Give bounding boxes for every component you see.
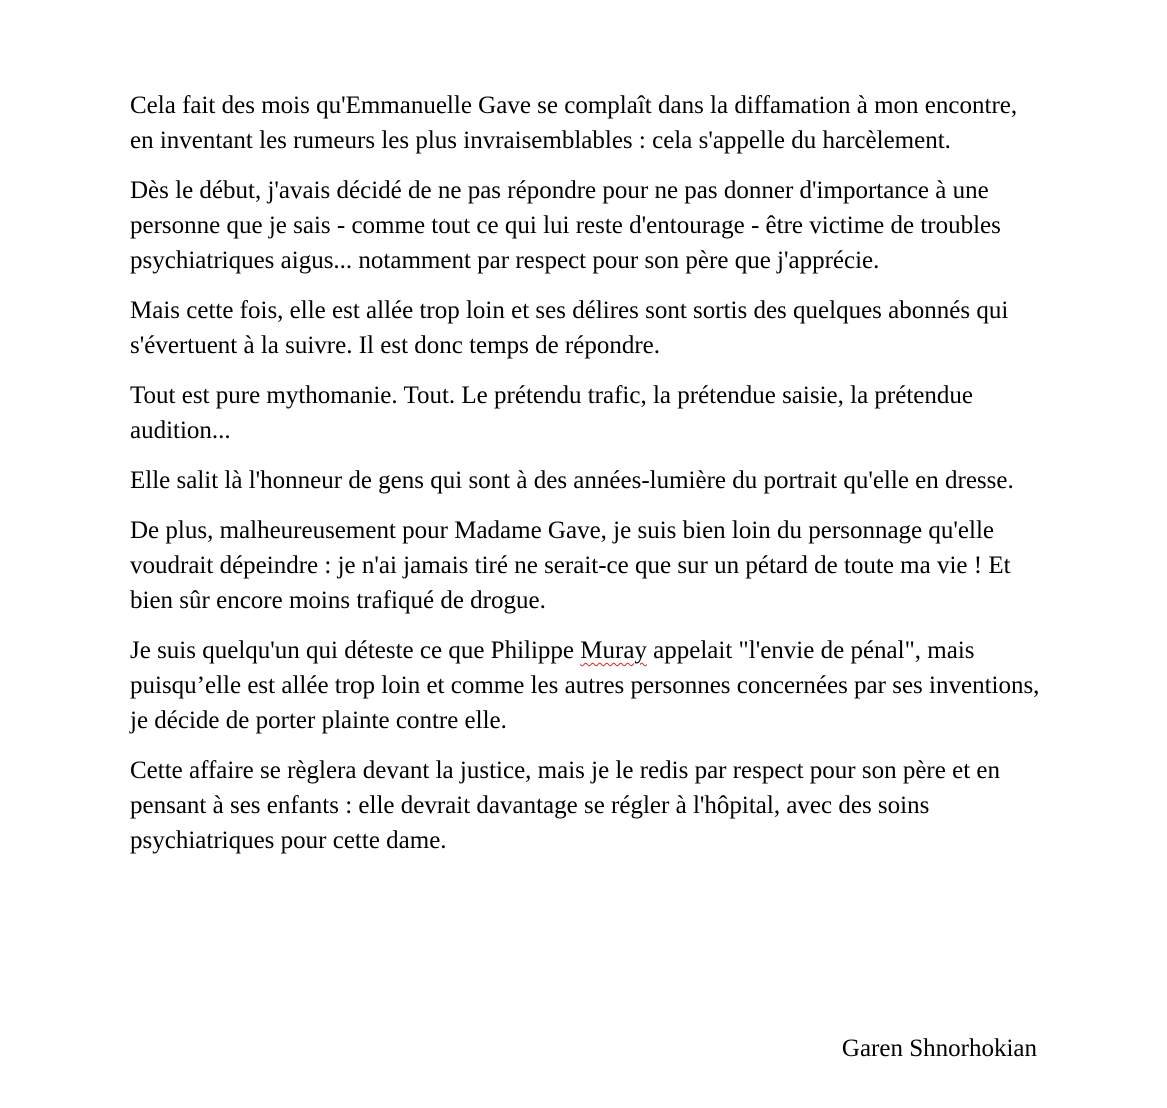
spellcheck-flagged-word[interactable]: Muray (580, 637, 647, 664)
paragraph-4: Tout est pure mythomanie. Tout. Le prétendu trafic, la prétendue saisie, la prétendue audition... (130, 382, 973, 444)
paragraph-2: Dès le début, j'avais décidé de ne pas répondre pour ne pas donner d'importance à une personne que je sais - comme tout ce qui lui reste d'entourage - être victime de troubles psychiatriques aigus... notamment par respect pour son père que j'apprécie. (130, 177, 1001, 274)
paragraph-5: Elle salit là l'honneur de gens qui sont à des années-lumière du portrait qu'elle en dresse. (130, 467, 1014, 494)
paragraph-7 (130, 633, 1040, 738)
paragraph-8: Cette affaire se règlera devant la justice, mais je le redis par respect pour son père et en pensant à ses enfants : elle devrait davantage se régler à l'hôpital, avec des soins psychiatriques pour cette dame. (130, 757, 1000, 854)
paragraph-7-end: appelait "l'envie de pénal", mais puisqu’elle est allée trop loin et comme les autres personnes concernées par ses inventions, je décide de porter plainte contre elle. (130, 637, 1040, 734)
document-body (130, 88, 1040, 873)
signature: Garen Shnorhokian (841, 1035, 1037, 1062)
paragraph-3: Mais cette fois, elle est allée trop loin et ses délires sont sortis des quelques abonnés qui s'évertuent à la suivre. Il est donc temps de répondre. (130, 297, 1009, 359)
paragraph-6: De plus, malheureusement pour Madame Gave, je suis bien loin du personnage qu'elle voudrait dépeindre : je n'ai jamais tiré ne serait-ce que sur un pétard de toute ma vie ! Et bien sûr encore moins trafiqué de drogue. (130, 517, 1011, 614)
paragraph-7-start: Je suis quelqu'un qui déteste ce que Philippe (130, 637, 581, 664)
paragraph-1: Cela fait des mois qu'Emmanuelle Gave se complaît dans la diffamation à mon encontre, en inventant les rumeurs les plus invraisemblables : cela s'appelle du harcèlement. (130, 92, 1018, 154)
